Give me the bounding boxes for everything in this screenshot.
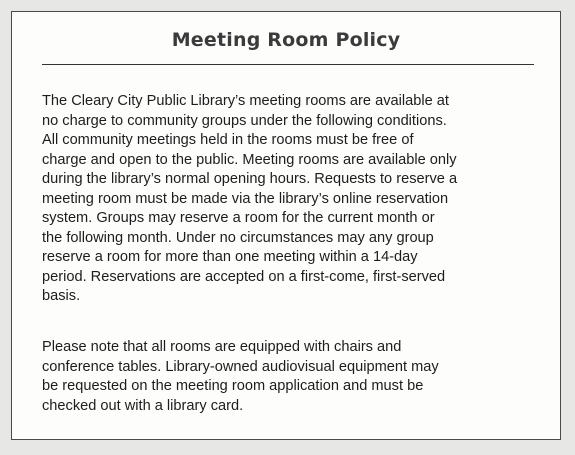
paragraph-line: the following month. Under no circumstances may any group <box>42 229 434 246</box>
notice-title: Meeting Room Policy <box>171 29 401 51</box>
paragraph-line: basis. <box>42 288 81 304</box>
paragraph-line: system. Groups may reserve a room for the current month or <box>42 210 435 226</box>
paragraph-line: meeting room must be made via the library’s online reservation <box>42 190 449 207</box>
paragraph-line: conference tables. Library-owned audiovisual equipment may <box>42 358 439 375</box>
paragraph-line: period. Reservations are accepted on a first-come, first-served <box>42 268 446 285</box>
paragraph-line: Please note that all rooms are equipped with chairs and <box>42 339 402 355</box>
paragraph-line: All community meetings held in the rooms must be free of <box>42 132 414 148</box>
policy-notice-box <box>11 11 561 440</box>
paragraph-line: during the library’s normal opening hours. Requests to reserve a <box>42 171 458 187</box>
paragraph-line: no charge to community groups under the following conditions. <box>42 112 447 129</box>
policy-paragraph-conditions <box>42 92 542 307</box>
paragraph-line: reserve a room for more than one meeting within a 14-day <box>42 249 418 265</box>
title-underline-rule <box>42 64 534 65</box>
paragraph-line: be requested on the meeting room application and must be <box>42 378 424 394</box>
policy-paragraph-equipment <box>42 338 542 416</box>
paragraph-line: checked out with a library card. <box>42 397 244 414</box>
paragraph-line: charge and open to the public. Meeting rooms are available only <box>42 151 457 168</box>
paragraph-line: The Cleary City Public Library’s meeting rooms are available at <box>42 93 449 109</box>
